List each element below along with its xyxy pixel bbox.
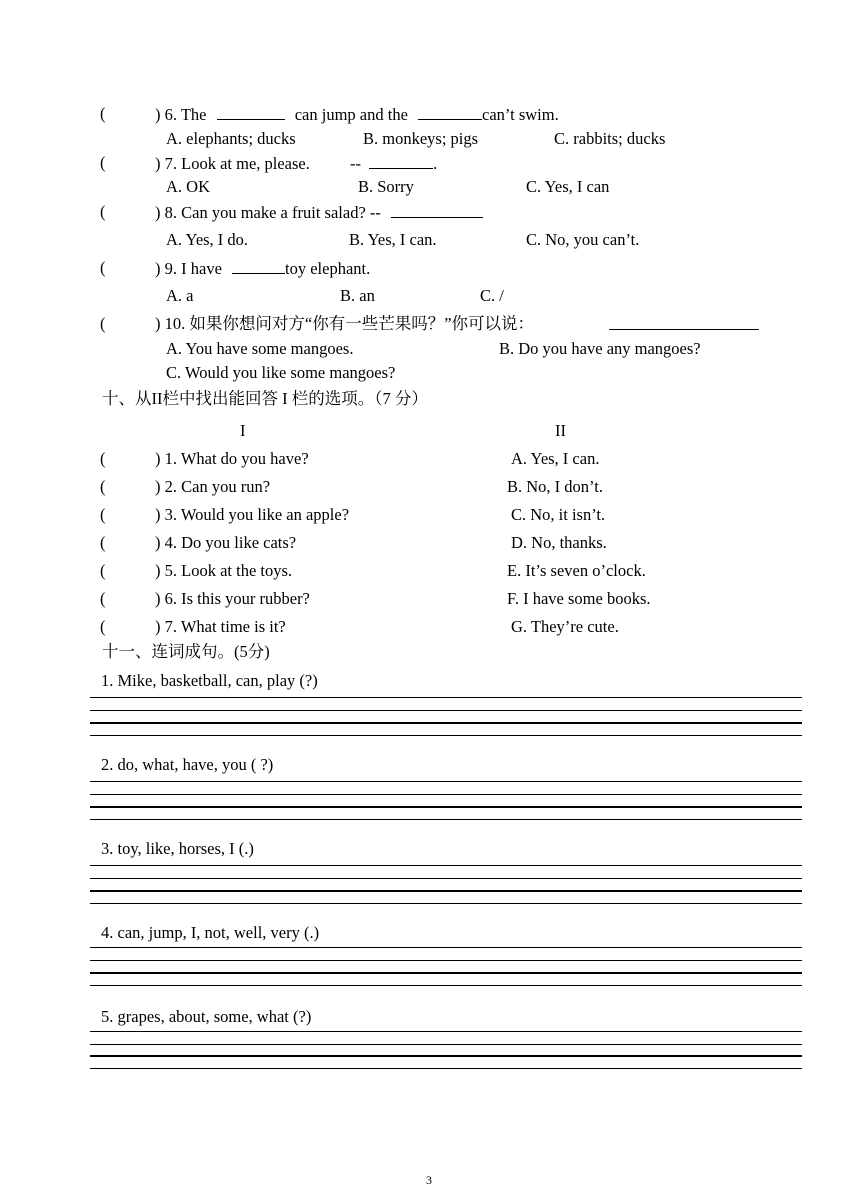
writing-line[interactable] [90,1031,802,1032]
answer-blank[interactable] [418,104,482,120]
match-answer: B. No, I don’t. [507,477,603,496]
question-8-stem [155,202,483,223]
answer-paren: ( [100,477,106,496]
match-question: ) 2. Can you run? [155,477,271,496]
answer-paren: ( [100,561,106,580]
writing-line[interactable] [90,1055,802,1057]
question-7-text: ) 7. Look at me, please. [155,154,310,173]
option-c: C. Would you like some mangoes? [166,363,396,382]
question-6-stem [155,104,559,125]
writing-line[interactable] [90,890,802,892]
question-9-text-end: toy elephant. [285,259,371,278]
answer-paren: ( [100,202,106,221]
writing-line[interactable] [90,710,802,711]
answer-paren: ( [100,104,106,123]
question-6-text: ) 6. The [155,105,207,124]
match-question: ) 5. Look at the toys. [155,561,293,580]
writing-line[interactable] [90,819,802,820]
answer-paren: ( [100,314,106,333]
writing-line[interactable] [90,865,802,866]
writing-line[interactable] [90,1068,802,1069]
option-b: B. Sorry [358,177,414,196]
answer-paren: ( [100,589,106,608]
option-a: A. OK [166,177,210,196]
answer-blank[interactable] [217,104,285,120]
match-answer: A. Yes, I can. [511,449,600,468]
question-10-stem: ) 10. 如果你想问对方“你有一些芒果吗？”你可以说： [155,314,535,333]
option-c: C. No, you can’t. [526,230,640,249]
writing-line[interactable] [90,878,802,879]
answer-blank[interactable] [609,314,759,330]
option-a: A. Yes, I do. [166,230,249,249]
question-6-text-mid: can jump and the [294,105,408,124]
match-answer: D. No, thanks. [511,533,607,552]
option-c: C. rabbits; ducks [554,129,666,148]
answer-paren: ( [100,153,106,172]
writing-line[interactable] [90,972,802,974]
sentence-prompt: 4. can, jump, I, not, well, very (.) [101,923,320,942]
sentence-prompt: 3. toy, like, horses, I (.) [101,839,254,858]
option-c: C. / [480,286,504,305]
match-answer: E. It’s seven o’clock. [507,561,646,580]
section-title: 十、从II栏中找出能回答 I 栏的选项。（7 分） [102,389,428,408]
writing-line[interactable] [90,947,802,948]
option-a: A. a [166,286,194,305]
writing-line[interactable] [90,794,802,795]
writing-line[interactable] [90,806,802,808]
answer-paren: ( [100,505,106,524]
question-7-stem [155,153,437,174]
answer-paren: ( [100,533,106,552]
writing-line[interactable] [90,960,802,961]
column-header-2: II [555,421,566,440]
answer-paren: ( [100,258,106,277]
match-answer: G. They’re cute. [511,617,619,636]
column-header-1: I [240,421,246,440]
period: . [433,154,438,173]
writing-line[interactable] [90,697,802,698]
match-question: ) 1. What do you have? [155,449,309,468]
option-a: A. elephants; ducks [166,129,296,148]
option-b: B. monkeys; pigs [363,129,479,148]
question-8-text: ) 8. Can you make a fruit salad? -- [155,203,381,222]
question-9-text: ) 9. I have [155,259,222,278]
writing-line[interactable] [90,985,802,986]
writing-line[interactable] [90,722,802,724]
dash: -- [350,154,361,173]
answer-paren: ( [100,449,106,468]
question-9-stem [155,258,370,279]
sentence-prompt: 2. do, what, have, you ( ?) [101,755,274,774]
match-answer: C. No, it isn’t. [511,505,606,524]
sentence-prompt: 1. Mike, basketball, can, play (?) [101,671,318,690]
sentence-prompt: 5. grapes, about, some, what (?) [101,1007,312,1026]
option-b: B. Yes, I can. [349,230,437,249]
answer-blank[interactable] [369,153,433,169]
match-question: ) 3. Would you like an apple? [155,505,350,524]
match-question: ) 7. What time is it? [155,617,286,636]
match-answer: F. I have some books. [507,589,651,608]
writing-line[interactable] [90,903,802,904]
writing-line[interactable] [90,781,802,782]
match-question: ) 4. Do you like cats? [155,533,297,552]
option-c: C. Yes, I can [526,177,610,196]
option-a: A. You have some mangoes. [166,339,354,358]
match-question: ) 6. Is this your rubber? [155,589,310,608]
answer-blank[interactable] [391,202,483,218]
page-number: 3 [426,1173,432,1187]
answer-paren: ( [100,617,106,636]
writing-line[interactable] [90,735,802,736]
answer-blank[interactable] [232,258,285,274]
question-6-text-end: can’t swim. [482,105,559,124]
option-b: B. Do you have any mangoes? [499,339,701,358]
option-b: B. an [340,286,375,305]
section-title: 十一、连词成句。(5分) [102,642,270,661]
writing-line[interactable] [90,1044,802,1045]
